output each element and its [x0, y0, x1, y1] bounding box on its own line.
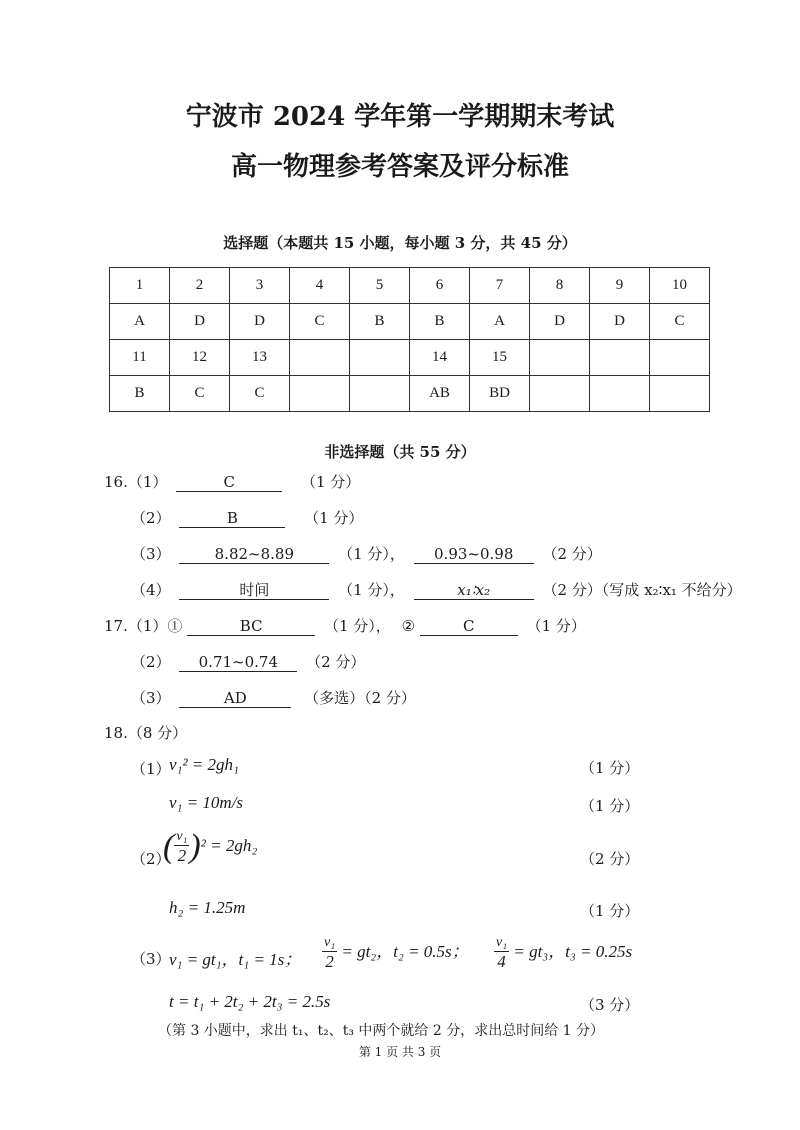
table-cell: 6 [410, 268, 470, 304]
table-cell: C [650, 304, 710, 340]
table-cell: 10 [650, 268, 710, 304]
q18-mark4: （1 分） [580, 902, 640, 920]
table-cell: C [170, 376, 230, 412]
table-cell: D [170, 304, 230, 340]
answer-table [109, 267, 710, 412]
q17-part3: （3） AD （多选）（2 分） [131, 689, 416, 707]
table-row [110, 376, 710, 412]
table-cell [650, 376, 710, 412]
table-cell: 1 [110, 268, 170, 304]
table-cell: C [230, 376, 290, 412]
table-cell: D [230, 304, 290, 340]
table-cell: 15 [470, 340, 530, 376]
q18-part1-label: （1） [131, 760, 171, 778]
table-cell [290, 340, 350, 376]
q16-part1: 16.（1） C （1 分） [104, 473, 361, 491]
table-cell [530, 376, 590, 412]
q17-answer-3: AD [179, 690, 291, 708]
q18-part2-label: （2） [131, 850, 171, 868]
table-row [110, 304, 710, 340]
q18-heading: 18.（8 分） [104, 724, 188, 742]
q18-eq1: v₁² = 2gh₁ [169, 755, 239, 774]
table-cell [590, 376, 650, 412]
q16-answer-3b: 0.93~0.98 [414, 546, 534, 564]
q18-eq3: ( $\frac{\text{v₁}}{2}$ )² = 2gh₂ [163, 828, 258, 865]
table-cell [350, 376, 410, 412]
table-cell: 11 [110, 340, 170, 376]
table-cell: D [530, 304, 590, 340]
q18-mark1: （1 分） [580, 759, 640, 777]
table-cell: A [470, 304, 530, 340]
table-cell: 7 [470, 268, 530, 304]
q18-eq4: h₂ = 1.25m [169, 898, 246, 917]
q16-part3: （3） 8.82~8.89 （1 分）， 0.93~0.98 （2 分） [131, 545, 602, 563]
page-subtitle: 高一物理参考答案及评分标准 [230, 152, 569, 182]
table-cell: C [290, 304, 350, 340]
q18-mark3: （2 分） [580, 850, 640, 868]
q18-part3-label: （3） [131, 950, 171, 968]
table-cell: 3 [230, 268, 290, 304]
q16-answer-2: B [179, 510, 285, 528]
table-cell: B [350, 304, 410, 340]
q18-eq5a: v₁ = gt₁，t₁ = 1s； [169, 950, 302, 969]
q18-mark2: （1 分） [580, 797, 640, 815]
q17-answer-2: 0.71~0.74 [179, 654, 297, 672]
table-cell [290, 376, 350, 412]
q16-answer-1: C [176, 474, 282, 492]
page-title: 宁波市 2024 学年第一学期期末考试 [185, 102, 615, 132]
table-cell: 2 [170, 268, 230, 304]
choice-heading: 选择题（本题共 15 小题，每小题 3 分，共 45 分） [223, 234, 577, 252]
q18-eq2: v₁ = 10m/s [169, 793, 244, 812]
q16-answer-4b: x₁∶x₂ [414, 582, 534, 600]
q17-part1: 17.（1）① BC （1 分）， ② C （1 分） [104, 617, 586, 635]
nonchoice-heading: 非选择题（共 55 分） [324, 443, 476, 461]
q18-eq5c: $\frac{\text{v₁}}{4}$ = gt₃，t₃ = 0.25s [496, 935, 633, 971]
table-cell: 14 [410, 340, 470, 376]
q17-answer-1a: BC [187, 618, 315, 636]
table-cell: 4 [290, 268, 350, 304]
table-cell: B [110, 376, 170, 412]
q16-part2: （2） B （1 分） [131, 509, 364, 527]
q17-answer-1b: C [420, 618, 518, 636]
table-cell: 5 [350, 268, 410, 304]
table-cell: 12 [170, 340, 230, 376]
table-cell: AB [410, 376, 470, 412]
table-cell [530, 340, 590, 376]
table-cell: D [590, 304, 650, 340]
q17-part2: （2） 0.71~0.74 （2 分） [131, 653, 366, 671]
table-cell: BD [470, 376, 530, 412]
q16-part4: （4） 时间 （1 分）， x₁∶x₂ （2 分）（写成 x₂∶x₁ 不给分） [131, 581, 742, 599]
table-row [110, 340, 710, 376]
q18-eq5b: $\frac{\text{v₁}}{2}$ = gt₂，t₂ = 0.5s； [324, 935, 469, 971]
table-cell: 13 [230, 340, 290, 376]
q18-eq6: t = t₁ + 2t₂ + 2t₃ = 2.5s [169, 992, 331, 1011]
table-cell [350, 340, 410, 376]
table-row [110, 268, 710, 304]
table-cell: B [410, 304, 470, 340]
q18-note: （第 3 小题中，求出 t₁、t₂、t₃ 中两个就给 2 分，求出总时间给 1 分） [158, 1023, 605, 1039]
page-footer: 第 1 页 共 3 页 [358, 1045, 442, 1059]
table-cell [650, 340, 710, 376]
q18-mark6: （3 分） [580, 996, 640, 1014]
table-cell [590, 340, 650, 376]
table-cell: 8 [530, 268, 590, 304]
table-cell: 9 [590, 268, 650, 304]
q16-answer-4a: 时间 [179, 582, 329, 600]
table-cell: A [110, 304, 170, 340]
q16-answer-3a: 8.82~8.89 [179, 546, 329, 564]
